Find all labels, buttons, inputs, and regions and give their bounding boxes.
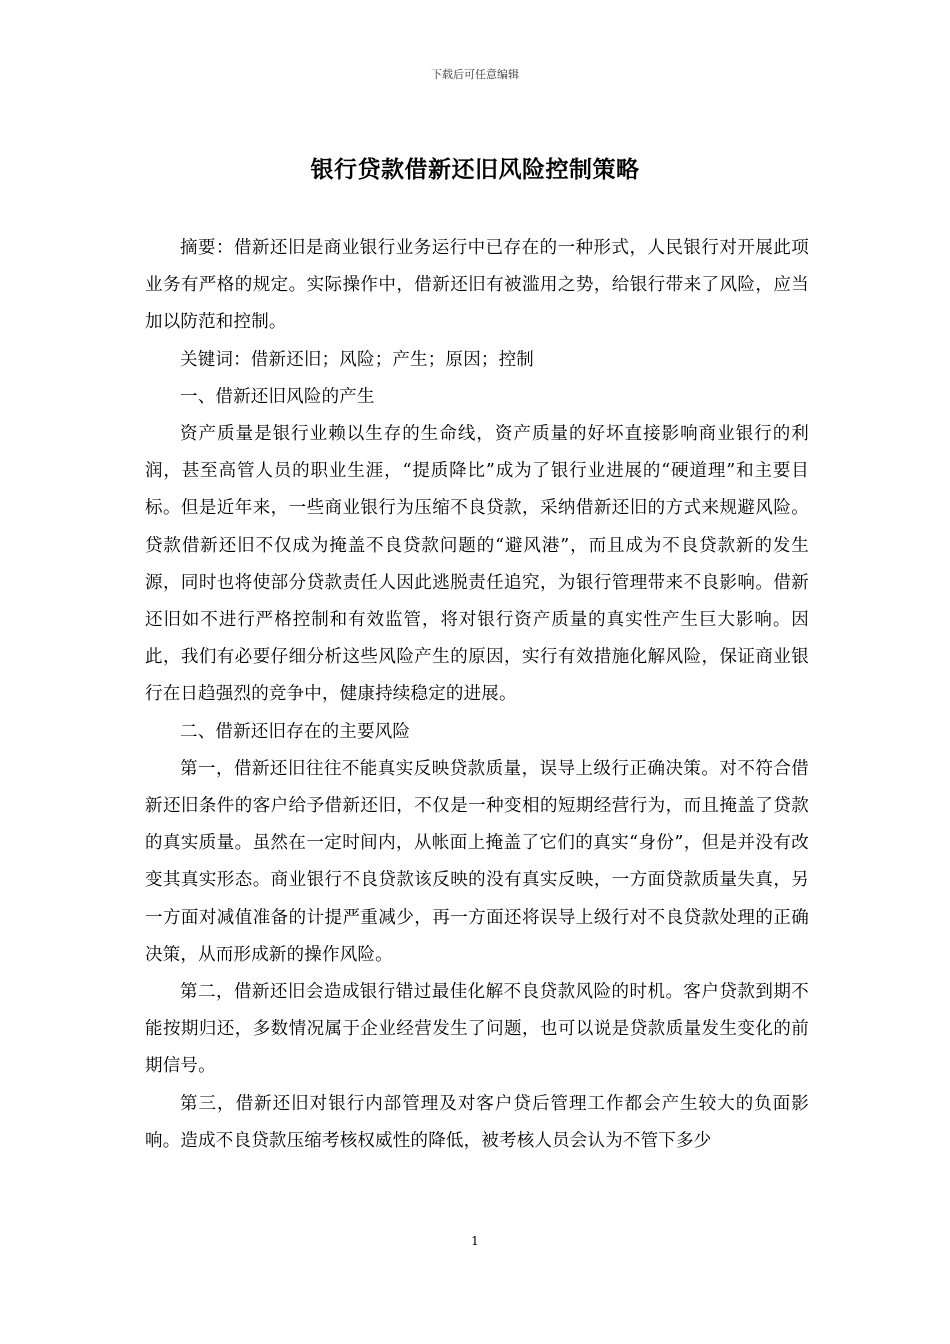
- document-body: [145, 230, 809, 1160]
- abstract-paragraph: 摘要：借新还旧是商业银行业务运行中已存在的一种形式，人民银行对开展此项业务有严格的规定。实际操作中，借新还旧有被滥用之势，给银行带来了风险，应当加以防范和控制。: [145, 238, 809, 333]
- page-number: 1: [471, 1234, 479, 1248]
- body-paragraph: 第二，借新还旧会造成银行错过最佳化解不良贷款风险的时机。客户贷款到期不能按期归还，多数情况属于企业经营发生了问题，也可以说是贷款质量发生变化的前期信号。: [145, 982, 809, 1077]
- body-paragraph: 资产质量是银行业赖以生存的生命线，资产质量的好坏直接影响商业银行的利润，甚至高管人员的职业生涯，“提质降比”成为了银行业进展的“硬道理”和主要目标。但是近年来，一些商业银行为压缩不良贷款，采纳借新还旧的方式来规避风险。贷款借新还旧不仅成为掩盖不良贷款问题的“避风港”，而且成为不良贷款新的发生源，同时也将使部分贷款责任人因此逃脱责任追究，为银行管理带来不良影响。借新还旧如不进行严格控制和有效监管，将对银行资产质量的真实性产生巨大影响。因此，我们有必要仔细分析这些风险产生的原因，实行有效措施化解风险，保证商业银行在日趋强烈的竞争中，健康持续稳定的进展。: [145, 424, 809, 705]
- body-paragraph: 第一，借新还旧往往不能真实反映贷款质量，误导上级行正确决策。对不符合借新还旧条件的客户给予借新还旧，不仅是一种变相的短期经营行为，而且掩盖了贷款的真实质量。虽然在一定时间内，从帐面上掩盖了它们的真实“身份”，但是并没有改变其真实形态。商业银行不良贷款该反映的没有真实反映，一方面贷款质量失真，另一方面对减值准备的计提严重减少，再一方面还将误导上级行对不良贷款处理的正确决策，从而形成新的操作风险。: [145, 758, 809, 965]
- section-heading-2: 二、借新还旧存在的主要风险: [180, 721, 411, 742]
- header-note: 下载后可任意编辑: [431, 68, 519, 81]
- section-heading-1: 一、借新还旧风险的产生: [180, 386, 375, 407]
- body-paragraph: 第三，借新还旧对银行内部管理及对客户贷后管理工作都会产生较大的负面影响。造成不良贷款压缩考核权威性的降低，被考核人员会认为不管下多少: [145, 1093, 809, 1151]
- document-title: 银行贷款借新还旧风险控制策略: [310, 156, 640, 183]
- keywords-paragraph: 关键词：借新还旧；风险；产生；原因；控制: [180, 349, 534, 370]
